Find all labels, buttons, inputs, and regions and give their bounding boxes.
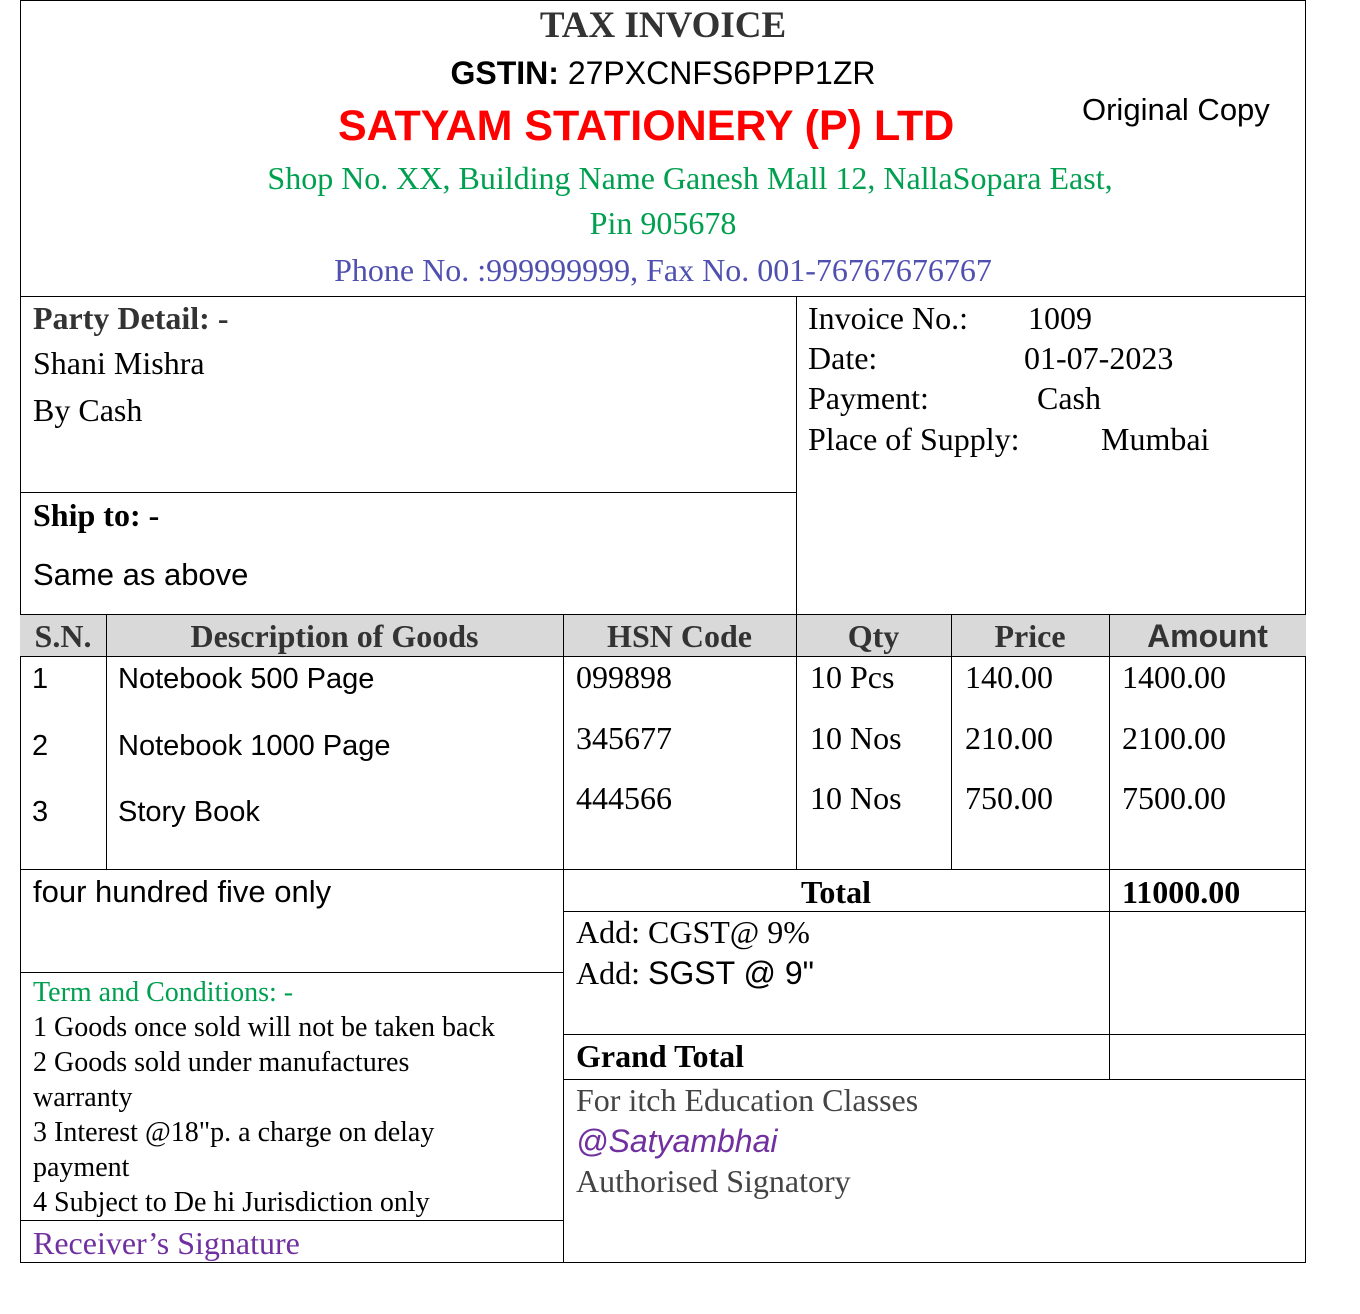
divider [563, 1079, 1306, 1080]
gstin-value: 27PXCNFS6PPP1ZR [567, 55, 876, 91]
grand-total-label: Grand Total [576, 1038, 745, 1074]
divider [20, 972, 563, 973]
total-label: Total [801, 874, 871, 910]
total-value: 11000.00 [1122, 874, 1241, 910]
payment-label: Payment: [808, 380, 929, 416]
table-row: 10 Nos [810, 720, 902, 756]
contact-line: Phone No. :999999999, Fax No. 001-76767676767 [334, 252, 992, 288]
copy-type: Original Copy [1082, 92, 1270, 127]
divider [796, 296, 797, 614]
party-name: Shani Mishra [33, 345, 205, 381]
invoice-no: 1009 [1028, 300, 1092, 336]
divider [563, 1034, 1306, 1035]
terms-title: Term and Conditions: - [33, 977, 294, 1008]
party-mode: By Cash [33, 392, 143, 428]
sgst-prefix: Add: [576, 955, 648, 991]
table-row: 10 Nos [810, 780, 902, 816]
table-row: 7500.00 [1122, 780, 1226, 816]
col-header-qty: Qty [847, 618, 900, 654]
terms-line: 2 Goods sold under manufactures [33, 1047, 410, 1078]
table-row: 345677 [576, 720, 672, 756]
address-line-1: Shop No. XX, Building Name Ganesh Mall 12, NallaSopara East, [267, 160, 1113, 196]
invoice-date: 01-07-2023 [1024, 340, 1174, 376]
col-header-price: Price [994, 618, 1066, 654]
divider [563, 614, 564, 1263]
col-header-desc: Description of Goods [190, 618, 479, 654]
terms-line: 3 Interest @18"p. a charge on delay [33, 1117, 435, 1148]
gstin [20, 55, 1306, 92]
place-value: Mumbai [1101, 421, 1210, 457]
payment-value: Cash [1037, 380, 1101, 416]
signature-handle: @Satyambhai [576, 1123, 778, 1159]
receiver-signature: Receiver’s Signature [33, 1225, 300, 1261]
terms-line: 4 Subject to De hi Jurisdiction only [33, 1187, 430, 1218]
party-label: Party Detail: - [33, 300, 229, 336]
divider [563, 911, 1306, 912]
table-row: 210.00 [965, 720, 1053, 756]
table-row: 1 [32, 663, 49, 695]
col-header-amount: Amount [1147, 618, 1268, 654]
divider [1109, 614, 1110, 1079]
col-header-sn: S.N. [34, 618, 92, 654]
divider [20, 656, 1306, 657]
col-header-hsn: HSN Code [607, 618, 752, 654]
amount-in-words: four hundred five only [33, 874, 332, 909]
terms-line: 1 Goods once sold will not be taken back [33, 1012, 495, 1043]
table-row: 140.00 [965, 659, 1053, 695]
sgst-line [576, 955, 814, 992]
company-name: SATYAM STATIONERY (P) LTD [338, 102, 955, 150]
table-row: 750.00 [965, 780, 1053, 816]
table-row: Notebook 500 Page [118, 663, 375, 695]
ship-label: Ship to: - [33, 497, 160, 533]
terms-line: payment [33, 1152, 130, 1183]
table-row: 3 [32, 796, 49, 828]
invoice-no-label: Invoice No.: [808, 300, 968, 336]
table-row: 2 [32, 730, 49, 762]
divider [20, 614, 1306, 615]
ship-value: Same as above [33, 557, 249, 592]
divider [20, 492, 796, 493]
cgst-line: Add: CGST@ 9% [576, 914, 810, 950]
gstin-label: GSTIN: [450, 55, 559, 91]
table-row: 444566 [576, 780, 672, 816]
divider [20, 296, 1306, 297]
table-row: 10 Pcs [810, 659, 895, 695]
address-line-2: Pin 905678 [589, 205, 737, 241]
table-row: Notebook 1000 Page [118, 730, 391, 762]
for-company: For itch Education Classes [576, 1082, 919, 1118]
divider [20, 1220, 563, 1221]
terms-line: warranty [33, 1082, 133, 1113]
place-label: Place of Supply: [808, 421, 1020, 457]
table-row: 099898 [576, 659, 672, 695]
divider [20, 869, 1306, 870]
table-row: 2100.00 [1122, 720, 1226, 756]
sgst-rate: SGST @ 9" [648, 955, 814, 991]
table-row: 1400.00 [1122, 659, 1226, 695]
authorised-signatory: Authorised Signatory [576, 1163, 851, 1199]
table-row: Story Book [118, 796, 260, 828]
invoice-title: TAX INVOICE [539, 5, 787, 46]
date-label: Date: [808, 340, 878, 376]
